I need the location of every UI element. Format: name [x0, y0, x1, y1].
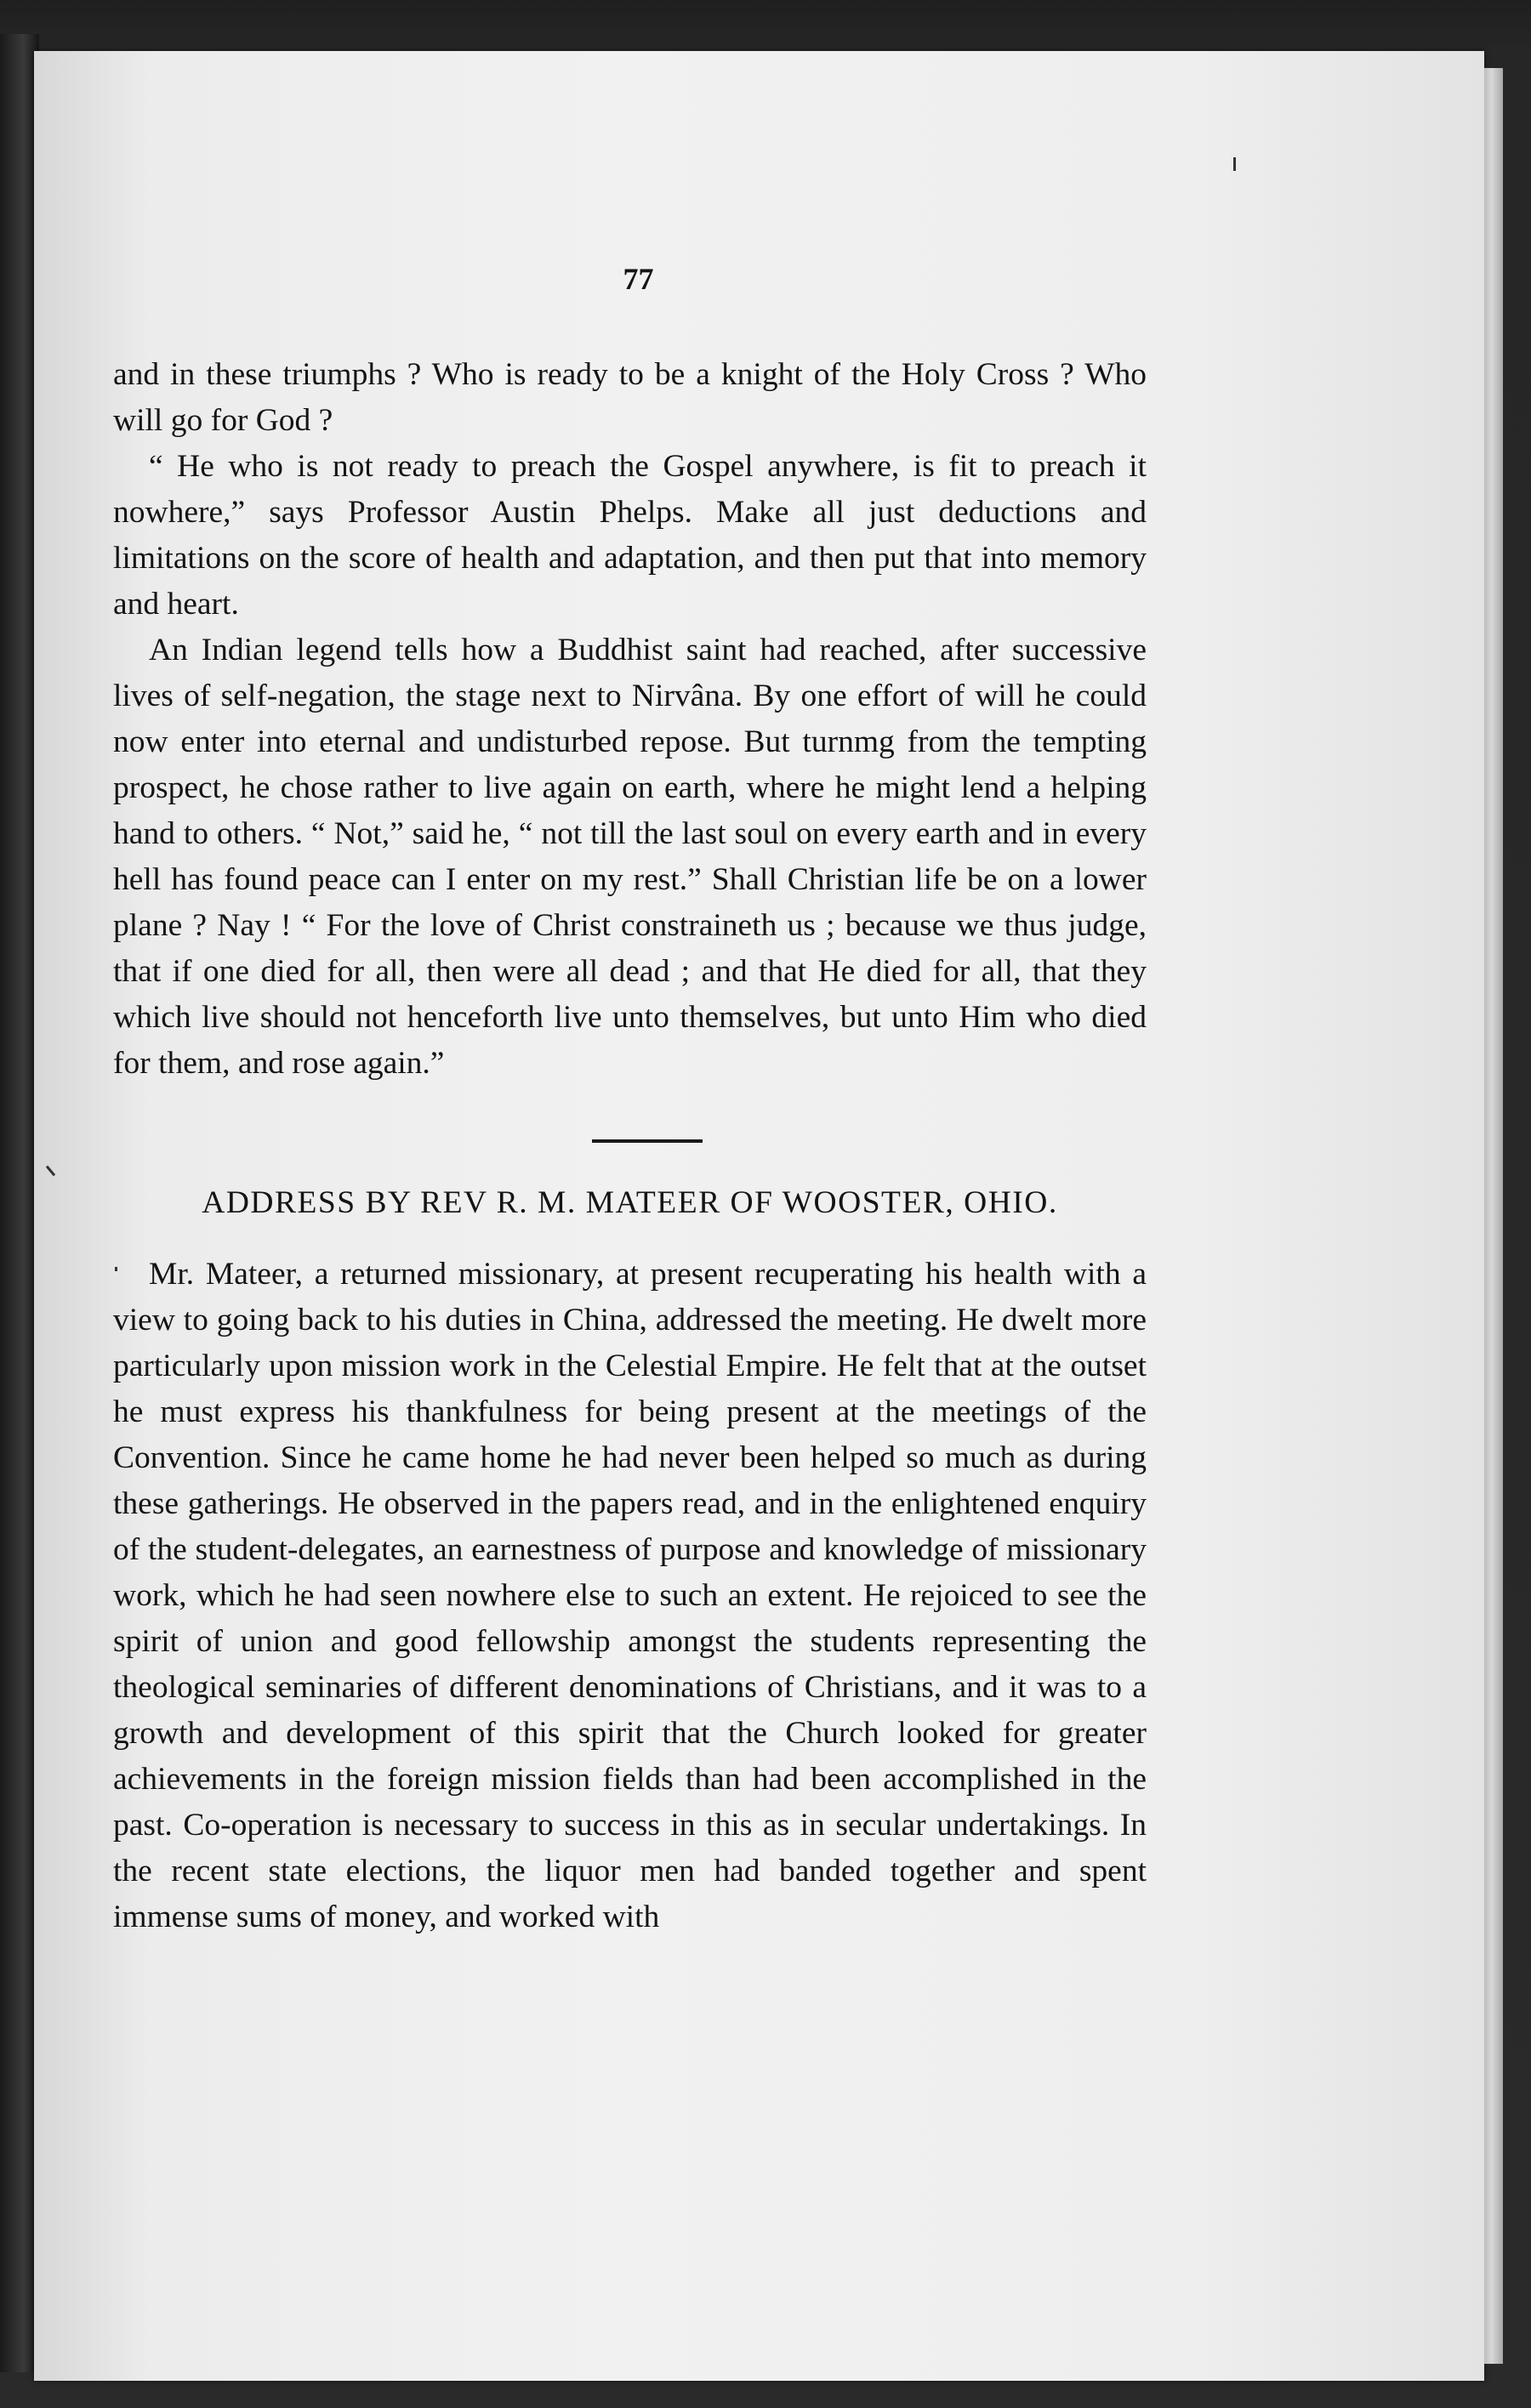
- paragraph: and in these triumphs ? Who is ready to be a knight of the Holy Cross ? Who will go for God ?: [113, 357, 1147, 438]
- speck-mark: [1233, 157, 1236, 171]
- page-edge: [1484, 68, 1503, 2364]
- paragraph: “ He who is not ready to preach the Gospel anywhere, is fit to preach it nowhere,” says Professor Austin Phelps. Make all just deductions and limitations on the score of health and adaptation, and then put that into memory and heart.: [113, 449, 1147, 622]
- paragraph: Mr. Mateer, a returned missionary, at present recuperating his health with a view to going back to his duties in China, addressed the meeting. He dwelt more particularly upon mission work in the Celestial Empire. He felt that at the outset he must express his thankfulness for being present at the meetings of the Convention. Since he came home he had never been helped so much as during these gatherings. He observed in the papers read, and in the enlightened enquiry of the student-delegates, an earnestness of purpose and knowledge of missionary work, which he had seen nowhere else to such an extent. He rejoiced to see the spirit of union and good fellowship amongst the students representing the theological seminaries of different denominations of Christians, and it was to a growth and development of this spirit that the Church looked for greater achievements in the foreign mission fields than had been accomplished in the past. Co-operation is necessary to success in this as in secular undertakings. In the recent state elections, the liquor men had banded together and spent immense sums of money, and worked with: [113, 1257, 1147, 1934]
- paragraph: An Indian legend tells how a Buddhist saint had reached, after successive lives of self-negation, the stage next to Nirvâna. By one effort of will he could now enter into eternal and undisturbed repose. But turnmg from the tempting prospect, he chose rather to live again on earth, where he might lend a helping hand to others. “ Not,” said he, “ not till the last soul on every earth and in every hell has found peace can I enter on my rest.” Shall Christian life be on a lower plane ? Nay ! “ For the love of Christ constraineth us ; because we thus judge, that if one died for all, then were all dead ; and that He died for all, that they which live should not henceforth live unto themselves, but unto Him who died for them, and rose again.”: [113, 633, 1147, 1081]
- section-heading: ADDRESS BY REV R. M. MATEER OF WOOSTER, OHIO.: [202, 1185, 1058, 1220]
- page-text-block: [113, 255, 1147, 1940]
- section-divider: [592, 1139, 703, 1143]
- page-number: 77: [623, 262, 654, 296]
